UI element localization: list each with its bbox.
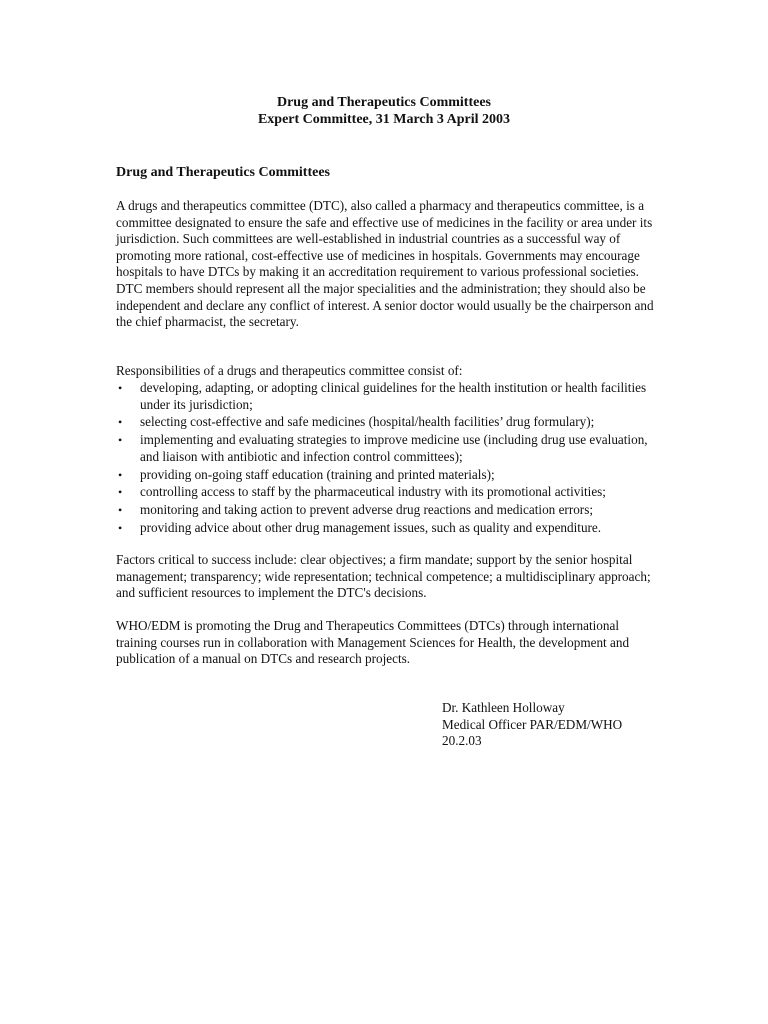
signature-name: Dr. Kathleen Holloway (442, 700, 565, 715)
bullet-icon: • (118, 415, 123, 430)
bullet-icon: • (118, 520, 123, 535)
bullet-icon: • (118, 433, 123, 448)
document-heading-line-1: Drug and Therapeutics Committees (276, 95, 491, 110)
intro-paragraph: A drugs and therapeutics committee (DTC), also called a pharmacy and therapeutics committee, is a committee designated to ensure the safe and effective use of medicines in the facility or area under its jurisdiction. Such committees are well-established in industrial countries as a successful way of promoting more rational, cost-effective use of medicines in hospitals. Governments may encourage hospitals to have DTCs by making it an accreditation requirement to various professional societies. DTC members should represent all the major specialities and the administration; they should also be independent and declare any conflict of interest. A senior doctor would usually be the chairperson and the chief pharmacist, the secretary. (116, 198, 654, 330)
signature-title: Medical Officer PAR/EDM/WHO (442, 716, 623, 732)
factors-paragraph: Factors critical to success include: clear objectives; a firm mandate; support by the senior hospital management; transparency; wide representation; technical competence; a multidisciplinary approach; and sufficient resources to implement the DTC's decisions. (116, 552, 651, 601)
list-item-text: monitoring and taking action to prevent adverse drug reactions and medication errors; (140, 502, 593, 518)
document-heading-line-2: Expert Committee, 31 March 3 April 2003 (257, 112, 511, 127)
list-item-text: providing on-going staff education (training and printed materials); (140, 466, 495, 482)
list-item (116, 414, 656, 431)
list-item (116, 520, 656, 537)
list-item-text: implementing and evaluating strategies to improve medicine use (including drug use evaluation, and liaison with antibiotic and infection control committees); (140, 432, 648, 464)
responsibilities-list (116, 380, 656, 538)
signature-date: 20.2.03 (442, 733, 482, 749)
list-item-text: controlling access to staff by the pharmaceutical industry with its promotional activities; (140, 484, 606, 500)
section-title: Drug and Therapeutics Committees (116, 165, 331, 180)
responsibilities-intro: Responsibilities of a drugs and therapeutics committee consist of: (116, 363, 463, 378)
list-item-text: providing advice about other drug management issues, such as quality and expenditure. (140, 519, 602, 535)
bullet-icon: • (118, 485, 123, 500)
list-item (116, 502, 656, 519)
list-item (116, 467, 656, 484)
list-item (116, 432, 656, 465)
signature-block (442, 700, 682, 750)
list-item (116, 380, 656, 413)
bullet-icon: • (118, 381, 123, 395)
list-item-text: selecting cost-effective and safe medicines (hospital/health facilities’ drug formulary); (140, 414, 595, 430)
list-item-text: developing, adapting, or adopting clinical guidelines for the health institution or health facilities under its jurisdiction; (140, 380, 647, 412)
bullet-icon: • (118, 467, 123, 482)
who-edm-paragraph: WHO/EDM is promoting the Drug and Therapeutics Committees (DTCs) through international training courses run in collaboration with Management Sciences for Health, the development and publication of a manual on DTCs and research projects. (116, 618, 630, 667)
list-item (116, 484, 656, 501)
bullet-icon: • (118, 503, 123, 518)
